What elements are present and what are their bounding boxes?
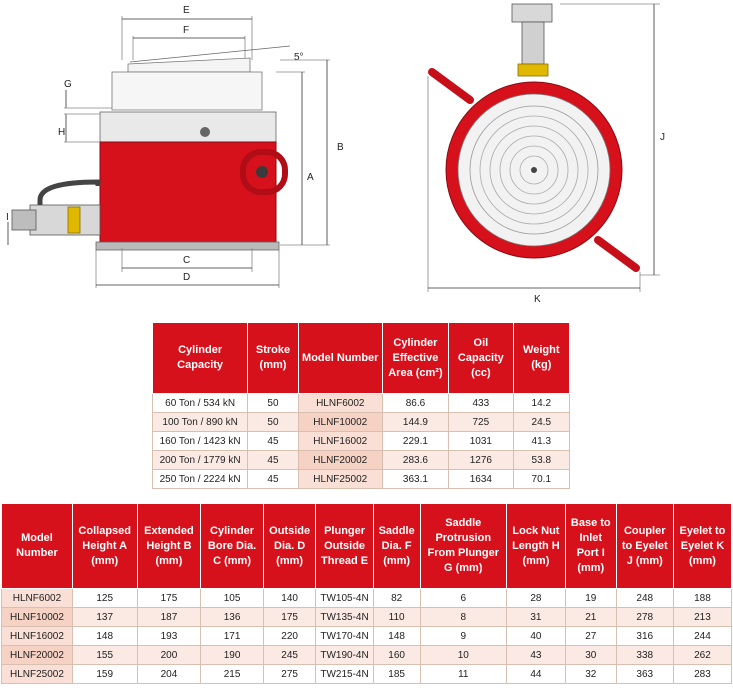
cell: 45 xyxy=(248,470,299,489)
cell: 44 xyxy=(506,665,565,684)
cell: 275 xyxy=(263,665,316,684)
dim-label-d: D xyxy=(183,272,191,283)
cell: 188 xyxy=(673,589,731,608)
table-row xyxy=(153,451,570,470)
cell: 24.5 xyxy=(513,413,569,432)
cell: TW105-4N xyxy=(316,589,373,608)
cell: HLNF10002 xyxy=(2,608,73,627)
cell: 175 xyxy=(263,608,316,627)
cell: HLNF6002 xyxy=(298,394,382,413)
cell: 187 xyxy=(137,608,201,627)
header-model-number: Model Number xyxy=(298,323,382,394)
cell: 725 xyxy=(449,413,513,432)
header-model-number: Model Number xyxy=(2,504,73,589)
table-row xyxy=(2,665,732,684)
cell: 32 xyxy=(565,665,616,684)
cell: 175 xyxy=(137,589,201,608)
header-plunger-thread: Plunger Outside Thread E xyxy=(316,504,373,589)
cell: TW170-4N xyxy=(316,627,373,646)
cell: 148 xyxy=(72,627,137,646)
cell: 215 xyxy=(201,665,263,684)
cell: 30 xyxy=(565,646,616,665)
cell: 45 xyxy=(248,451,299,470)
cell: 155 xyxy=(72,646,137,665)
dim-label-f: F xyxy=(183,25,190,36)
header-base-to-inlet: Base to Inlet Port I (mm) xyxy=(565,504,616,589)
dim-label-h: H xyxy=(58,127,66,138)
header-effective-area: Cylinder Effective Area (cm²) xyxy=(382,323,448,394)
cell: 190 xyxy=(201,646,263,665)
dim-label-e: E xyxy=(183,5,190,16)
cell: HLNF25002 xyxy=(298,470,382,489)
cell: 140 xyxy=(263,589,316,608)
dim-label-angle: 5° xyxy=(294,52,304,63)
cell: 363 xyxy=(616,665,673,684)
cell: 1634 xyxy=(449,470,513,489)
cell: 278 xyxy=(616,608,673,627)
cell: 125 xyxy=(72,589,137,608)
cell: 144.9 xyxy=(382,413,448,432)
table-row xyxy=(2,646,732,665)
cell: 204 xyxy=(137,665,201,684)
capacity-table xyxy=(152,322,570,489)
cell: 193 xyxy=(137,627,201,646)
cell: HLNF6002 xyxy=(2,589,73,608)
dim-label-a: A xyxy=(307,172,314,183)
cell: 28 xyxy=(506,589,565,608)
cell: 105 xyxy=(201,589,263,608)
cell: 283 xyxy=(673,665,731,684)
cell: 60 Ton / 534 kN xyxy=(153,394,248,413)
dim-label-g: G xyxy=(64,79,72,90)
header-outside-dia: Outside Dia. D (mm) xyxy=(263,504,316,589)
cell: 244 xyxy=(673,627,731,646)
cell: 245 xyxy=(263,646,316,665)
cell: 262 xyxy=(673,646,731,665)
top-view xyxy=(428,4,665,305)
cell: 86.6 xyxy=(382,394,448,413)
cell: 40 xyxy=(506,627,565,646)
cell: 45 xyxy=(248,432,299,451)
cell: TW190-4N xyxy=(316,646,373,665)
cell: 70.1 xyxy=(513,470,569,489)
table-row xyxy=(153,394,570,413)
table-row xyxy=(153,413,570,432)
cell: 41.3 xyxy=(513,432,569,451)
cell: 43 xyxy=(506,646,565,665)
cell: 229.1 xyxy=(382,432,448,451)
header-cylinder-capacity: Cylinder Capacity xyxy=(153,323,248,394)
cell: 171 xyxy=(201,627,263,646)
cell: 21 xyxy=(565,608,616,627)
cell: 185 xyxy=(373,665,420,684)
cell: 137 xyxy=(72,608,137,627)
cell: 433 xyxy=(449,394,513,413)
cell: 82 xyxy=(373,589,420,608)
cell: 338 xyxy=(616,646,673,665)
header-coupler-to-eyelet: Coupler to Eyelet J (mm) xyxy=(616,504,673,589)
dim-label-b: B xyxy=(337,142,344,153)
dim-label-c: C xyxy=(183,255,191,266)
table-row xyxy=(153,432,570,451)
dimensions-table xyxy=(1,503,732,684)
cylinder-drawing xyxy=(0,0,733,310)
cell: 50 xyxy=(248,413,299,432)
side-view xyxy=(6,5,344,288)
cell: HLNF20002 xyxy=(298,451,382,470)
cell: 9 xyxy=(420,627,506,646)
cell: 250 Ton / 2224 kN xyxy=(153,470,248,489)
header-saddle-protrusion: Saddle Protrusion From Plunger G (mm) xyxy=(420,504,506,589)
cell: 200 Ton / 1779 kN xyxy=(153,451,248,470)
table-row xyxy=(2,608,732,627)
cell: 14.2 xyxy=(513,394,569,413)
cell: 10 xyxy=(420,646,506,665)
cell: 316 xyxy=(616,627,673,646)
cell: 31 xyxy=(506,608,565,627)
header-saddle-dia: Saddle Dia. F (mm) xyxy=(373,504,420,589)
table-row xyxy=(2,589,732,608)
cell: 100 Ton / 890 kN xyxy=(153,413,248,432)
cell: 283.6 xyxy=(382,451,448,470)
cell: HLNF25002 xyxy=(2,665,73,684)
dim-label-j: J xyxy=(660,132,665,143)
cell: 148 xyxy=(373,627,420,646)
cell: 213 xyxy=(673,608,731,627)
header-stroke: Stroke (mm) xyxy=(248,323,299,394)
cell: HLNF20002 xyxy=(2,646,73,665)
header-bore-dia: Cylinder Bore Dia. C (mm) xyxy=(201,504,263,589)
header-oil-capacity: Oil Capacity (cc) xyxy=(449,323,513,394)
table-row xyxy=(153,470,570,489)
cell: 1276 xyxy=(449,451,513,470)
cell: 6 xyxy=(420,589,506,608)
header-extended-height: Extended Height B (mm) xyxy=(137,504,201,589)
cell: 8 xyxy=(420,608,506,627)
cell: 110 xyxy=(373,608,420,627)
cell: TW135-4N xyxy=(316,608,373,627)
cell: 200 xyxy=(137,646,201,665)
cell: 11 xyxy=(420,665,506,684)
table-row xyxy=(2,627,732,646)
cell: 248 xyxy=(616,589,673,608)
cell: 27 xyxy=(565,627,616,646)
cell: 220 xyxy=(263,627,316,646)
header-collapsed-height: Collapsed Height A (mm) xyxy=(72,504,137,589)
cell: HLNF10002 xyxy=(298,413,382,432)
cell: 159 xyxy=(72,665,137,684)
cell: HLNF16002 xyxy=(298,432,382,451)
header-eyelet-to-eyelet: Eyelet to Eyelet K (mm) xyxy=(673,504,731,589)
dim-label-i: I xyxy=(6,212,9,223)
header-lock-nut-length: Lock Nut Length H (mm) xyxy=(506,504,565,589)
cell: 136 xyxy=(201,608,263,627)
cell: 50 xyxy=(248,394,299,413)
cell: 53.8 xyxy=(513,451,569,470)
cell: TW215-4N xyxy=(316,665,373,684)
cell: 1031 xyxy=(449,432,513,451)
dim-label-k: K xyxy=(534,294,541,305)
cell: HLNF16002 xyxy=(2,627,73,646)
header-weight: Weight (kg) xyxy=(513,323,569,394)
cell: 363.1 xyxy=(382,470,448,489)
cell: 19 xyxy=(565,589,616,608)
cell: 160 Ton / 1423 kN xyxy=(153,432,248,451)
cell: 160 xyxy=(373,646,420,665)
